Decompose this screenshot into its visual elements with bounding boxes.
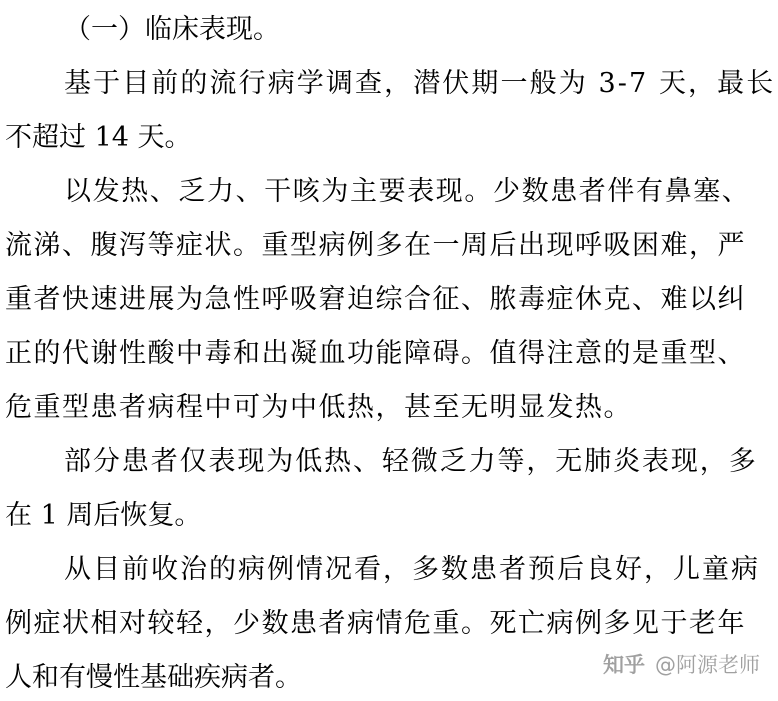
watermark-brand: 知乎 bbox=[603, 653, 645, 677]
paragraph-line: 正的代谢性酸中毒和出凝血功能障碍。值得注意的是重型、 bbox=[5, 338, 746, 369]
paragraph-line: 从目前收治的病例情况看，多数患者预后良好，儿童病 bbox=[64, 554, 760, 585]
zhihu-watermark bbox=[603, 650, 760, 680]
paragraph-line: 以发热、乏力、干咳为主要表现。少数患者伴有鼻塞、 bbox=[64, 176, 751, 207]
paragraph-line: 人和有慢性基础疾病者。 bbox=[5, 662, 302, 693]
paragraph-line: 流涕、腹泻等症状。重型病例多在一周后出现呼吸困难，严 bbox=[5, 230, 746, 261]
paragraph-line: 危重型患者病程中可为中低热，甚至无明显发热。 bbox=[5, 392, 632, 423]
paragraph-line: 基于目前的流行病学调查，潜伏期一般为 3-7 天，最长 bbox=[64, 68, 776, 99]
paragraph-line: 不超过 14 天。 bbox=[5, 122, 192, 153]
paragraph-line: 重者快速进展为急性呼吸窘迫综合征、脓毒症休克、难以纠 bbox=[5, 284, 746, 315]
section-heading: （一）临床表现。 bbox=[64, 14, 280, 45]
paragraph-line: 例症状相对较轻，少数患者病情危重。死亡病例多见于老年 bbox=[5, 608, 746, 639]
paragraph-line: 在 1 周后恢复。 bbox=[5, 500, 202, 531]
paragraph-line: 部分患者仅表现为低热、轻微乏力等，无肺炎表现，多 bbox=[64, 446, 758, 477]
watermark-author: @阿源老师 bbox=[655, 653, 760, 677]
